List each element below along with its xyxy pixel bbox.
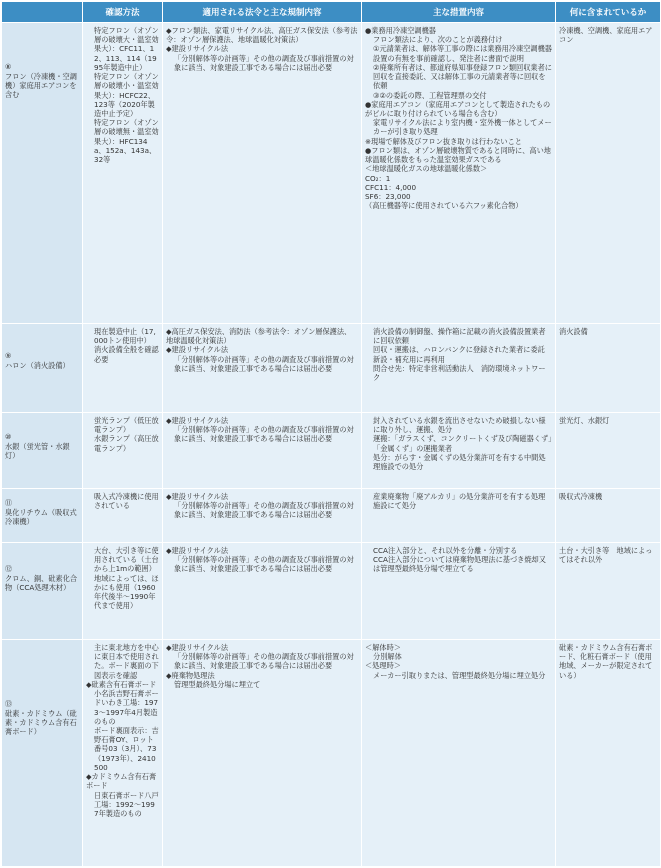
measure-line: ●業務用冷凍空調機器 bbox=[365, 26, 436, 35]
law-line: ◆建設リサイクル法 bbox=[166, 345, 229, 355]
table-row-freon bbox=[2, 23, 661, 324]
method-cell bbox=[83, 413, 163, 489]
measure-line: ●家庭用エアコン（家庭用エアコンとして製造されたものがビルに取り付けられている場合も含む） bbox=[365, 99, 551, 118]
law-line: ◆建設リサイクル法 bbox=[166, 44, 229, 54]
measure-line: CO₂：1 bbox=[365, 173, 391, 183]
law-line: 「分別解体等の計画等」その他の調査及び事前措置の対象に該当、対象建設工事である場合には届出必要 bbox=[174, 501, 354, 520]
law-line: 「分別解体等の計画等」その他の調査及び事前措置の対象に該当、対象建設工事である場合には届出必要 bbox=[174, 555, 354, 574]
measure-line: ②廃棄所有者は、都道府県知事登録フロン類回収業者に回収を直接委託、又は解体工事の元請業者等に回収を依頼 bbox=[373, 62, 552, 91]
method-line: 吸入式冷凍機に使用されている bbox=[94, 492, 159, 511]
measure-line: 処分：がらす・金属くずの処分業許可を有する中間処理施設での処分 bbox=[373, 452, 546, 472]
substance-name: ハロン（消火設備） bbox=[5, 360, 70, 370]
measure-line: 新設・補充用に再利用 bbox=[373, 354, 445, 364]
measure-line: ①元請業者は、解体等工事の際には業務用冷凍空調機器設置の有無を事前確認し、発注者に書面で説明 bbox=[373, 44, 552, 63]
measure-line: 消火設備の制御盤、操作箱に記載の消火設備設置業者に回収依頼 bbox=[373, 327, 546, 346]
header-measures: 主な措置内容 bbox=[362, 2, 556, 23]
method-cell bbox=[83, 489, 163, 543]
substance-name: 砒素・カドミウム（砒素・カドミウム含有石膏ボード） bbox=[5, 708, 77, 737]
header-method: 確認方法 bbox=[83, 2, 163, 23]
contained-cell: 冷凍機、空調機、家庭用エアコン bbox=[556, 23, 661, 324]
method-line: 日東石膏ボード八戸工場：1992～1997年製造のもの bbox=[94, 790, 159, 818]
method-line: 大台、大引き等に使用されている（土台から上1mの範囲） bbox=[94, 546, 159, 574]
law-cell bbox=[163, 489, 362, 543]
law-line: ◆フロン類法、家電リサイクル法、高圧ガス保安法（参考法令：オゾン層保護法、地球温暖化対策法） bbox=[166, 26, 358, 45]
measure-line: 家電リサイクル法により室内機・室外機一体としてメーカーが引き取り処理 bbox=[373, 118, 552, 137]
measure-line: CFC11：4,000 bbox=[365, 182, 417, 192]
measure-line: ＜地球温暖化ガスの地球温暖化係数＞ bbox=[365, 164, 488, 174]
measure-line: 回収・運搬は、ハロンバンクに登録された業者に委託 bbox=[373, 345, 545, 355]
measures-cell bbox=[362, 543, 556, 640]
law-line: 管理型最終処分場に埋立て bbox=[174, 679, 261, 689]
law-cell bbox=[163, 324, 362, 413]
substance-name: フロン（冷凍機・空調機）家庭用エアコンを含む bbox=[5, 71, 77, 100]
measure-line: 封入されている水銀を流出させないため破損しない様に取り外し、運搬、処分 bbox=[373, 416, 546, 435]
measure-line: 分別解体 bbox=[373, 652, 402, 662]
measure-line: 産業廃棄物「廃アルカリ」の処分業許可を有する処理施設にて処分 bbox=[373, 492, 546, 511]
measure-line: フロン類法により、次のことが義務付け bbox=[373, 35, 503, 45]
header-substance bbox=[2, 2, 83, 23]
substance-name: 臭化リチウム（吸収式冷凍機） bbox=[5, 507, 77, 527]
substance-cell bbox=[2, 543, 83, 640]
method-line: 消火設備全般を確認必要 bbox=[94, 345, 159, 364]
law-line: 「分別解体等の計画等」その他の調査及び事前措置の対象に該当、対象建設工事である場合には届出必要 bbox=[174, 53, 354, 72]
method-line: 現在製造中止（17,000トン使用中） bbox=[94, 327, 156, 346]
contained-cell: 砒素・カドミウム含有石膏ボード、化粧石膏ボード（使用地域、メーカーが限定されている） bbox=[556, 640, 661, 867]
measure-line: CCA注入部分については廃棄物処理法に基づき焼却又は管理型最終処分場で埋立てる bbox=[373, 555, 546, 574]
law-cell bbox=[163, 640, 362, 867]
law-cell bbox=[163, 23, 362, 324]
row-number: ⑩ bbox=[5, 433, 12, 441]
measure-line: 問合せ先：特定非営利活動法人 消防環境ネットワーク bbox=[373, 363, 546, 383]
table-row-cca-wood bbox=[2, 543, 661, 640]
substance-cell bbox=[2, 23, 83, 324]
method-cell bbox=[83, 543, 163, 640]
substance-cell bbox=[2, 640, 83, 867]
method-line: 蛍光ランプ（低圧放電ランプ） bbox=[94, 416, 159, 435]
row-number: ⑪ bbox=[5, 499, 12, 507]
law-cell bbox=[163, 413, 362, 489]
contained-cell: 消火設備 bbox=[556, 324, 661, 413]
contained-cell: 土台・大引き等 地域によってはそれ以外 bbox=[556, 543, 661, 640]
method-line: 水銀ランプ（高圧放電ランプ） bbox=[94, 434, 159, 453]
law-line: ◆建設リサイクル法 bbox=[166, 492, 229, 501]
measures-cell bbox=[362, 413, 556, 489]
law-line: 「分別解体等の計画等」その他の調査及び事前措置の対象に該当、対象建設工事である場合には届出必要 bbox=[174, 354, 354, 373]
row-number: ⑫ bbox=[5, 565, 12, 573]
measure-line: （高圧機器等に使用されている六フッ素化合物） bbox=[365, 201, 523, 211]
contained-cell: 吸収式冷凍機 bbox=[556, 489, 661, 543]
law-line: 「分別解体等の計画等」その他の調査及び事前措置の対象に該当、対象建設工事である場合には届出必要 bbox=[174, 652, 354, 671]
method-line: ボード裏面表示：吉野石膏OY、ロット番号03（3月）、73（1973年）、2410500 bbox=[94, 725, 159, 772]
measure-line: メーカー引取りまたは、管理型最終処分場に埋立処分 bbox=[373, 670, 546, 680]
measure-line: ※現場で解体及びフロン抜き取りは行わないこと bbox=[365, 136, 522, 146]
law-line: ◆建設リサイクル法 bbox=[166, 416, 229, 425]
contained-cell: 蛍光灯、水銀灯 bbox=[556, 413, 661, 489]
law-line: 「分別解体等の計画等」その他の調査及び事前措置の対象に該当、対象建設工事である場合には届出必要 bbox=[174, 425, 354, 444]
measure-line: ③②の委託の際、工程管理票の交付 bbox=[373, 90, 487, 100]
row-number: ⑨ bbox=[5, 352, 12, 360]
row-number: ⑬ bbox=[5, 700, 12, 708]
law-line: ◆高圧ガス保安法、消防法（参考法令：オゾン層保護法、地球温暖化対策法） bbox=[166, 327, 352, 346]
measure-line: ＜処理時＞ bbox=[365, 661, 401, 671]
law-line: ◆建設リサイクル法 bbox=[166, 643, 229, 652]
law-cell bbox=[163, 543, 362, 640]
table-row-mercury bbox=[2, 413, 661, 489]
substance-cell bbox=[2, 413, 83, 489]
method-line: 特定フロン（オゾン層の破壊小・温室効果大）：HCFC22、123等（2020年製造中止予定） bbox=[94, 72, 159, 118]
measures-cell bbox=[362, 324, 556, 413]
measure-line: ●フロン類は、オゾン層破壊物質であると同時に、高い地球温暖化係数をもった温室効果ガスである bbox=[365, 145, 551, 165]
measures-cell bbox=[362, 640, 556, 867]
row-number: ⑧ bbox=[5, 63, 12, 71]
substance-name: クロム、銅、砒素化合物（CCA処理木材） bbox=[5, 573, 78, 593]
substance-name: 水銀（蛍光管・水銀灯） bbox=[5, 441, 70, 461]
method-line: 特定フロン（オゾン層の破壊大・温室効果大）：CFC11、12、113、114（1995年製造中止） bbox=[94, 26, 159, 72]
measure-line: ＜解体時＞ bbox=[365, 643, 401, 652]
method-line: 小名浜吉野石膏ボードいわき工場：1973～1997年4月製造のもの bbox=[94, 689, 159, 726]
substance-cell bbox=[2, 489, 83, 543]
law-line: ◆建設リサイクル法 bbox=[166, 546, 229, 555]
method-line: ◆砒素含有石膏ボード bbox=[86, 679, 157, 689]
method-line: ◆カドミウム含有石膏ボード bbox=[86, 772, 157, 791]
header-contained: 何に含まれているか bbox=[556, 2, 661, 23]
method-cell bbox=[83, 324, 163, 413]
method-line: 主に東北地方を中心に東日本で使用された。ボード裏面の下図表示を確認 bbox=[94, 643, 159, 680]
law-line: ◆廃棄物処理法 bbox=[166, 670, 215, 680]
table-row-halon bbox=[2, 324, 661, 413]
method-line: 特定フロン（オゾン層の破壊無・温室効果大）：HFC134a、152a、143a、32等 bbox=[94, 118, 159, 165]
header-row bbox=[2, 2, 661, 23]
hazardous-substances-table bbox=[1, 1, 661, 867]
table-row-gypsum-board bbox=[2, 640, 661, 867]
measure-line: CCA注入部分と、それ以外を分離・分別する bbox=[373, 546, 518, 555]
measures-cell bbox=[362, 23, 556, 324]
measure-line: SF6：23,000 bbox=[365, 191, 411, 201]
header-law: 適用される法令と主な規制内容 bbox=[163, 2, 362, 23]
method-cell bbox=[83, 640, 163, 867]
measure-line: 運搬：「ガラスくず、コンクリートくず及び陶磁器くず」「金属くず」の運搬業者 bbox=[373, 434, 552, 453]
substance-cell bbox=[2, 324, 83, 413]
method-line: 地域によっては、ほかにも使用（1960年代後半～1990年代まで使用） bbox=[94, 573, 159, 611]
method-cell bbox=[83, 23, 163, 324]
measures-cell bbox=[362, 489, 556, 543]
table-row-lithium-bromide bbox=[2, 489, 661, 543]
